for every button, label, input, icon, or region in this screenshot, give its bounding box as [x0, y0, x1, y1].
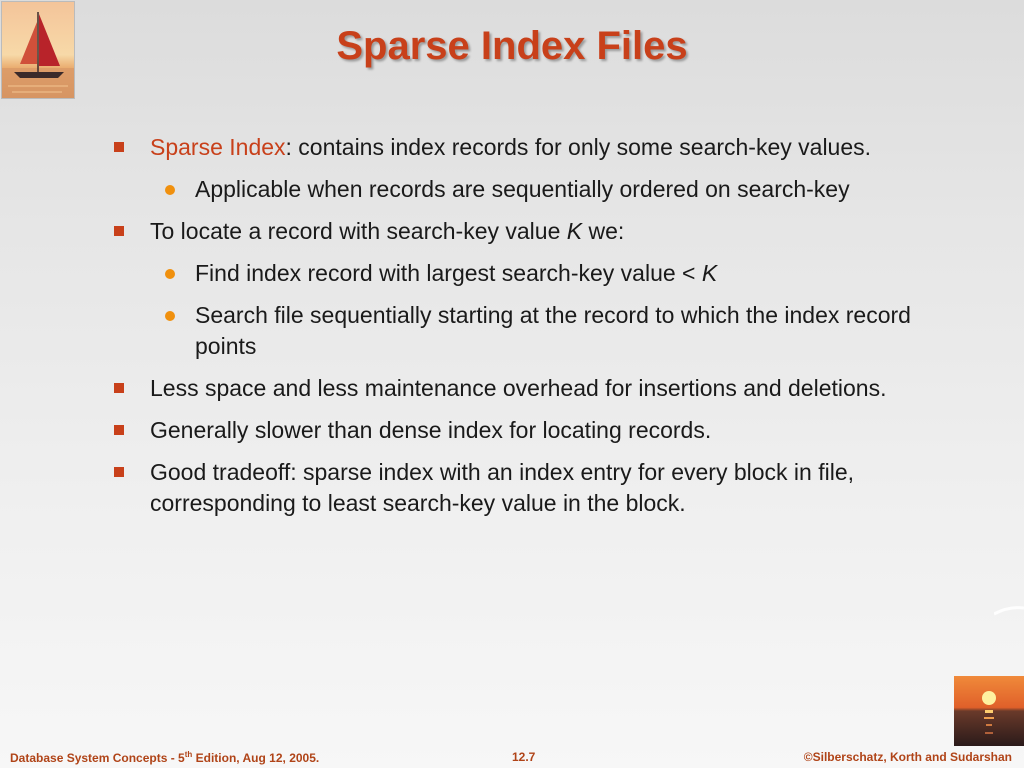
square-bullet-icon [114, 383, 124, 393]
footer-superscript: th [184, 750, 193, 759]
bullet-text: To locate a record with search-key value [150, 218, 567, 244]
footer-left-text-end: Edition, Aug 12, 2005. [192, 751, 320, 765]
bullet-less-space [108, 373, 948, 404]
page-number: 12.7 [512, 750, 536, 764]
bullet-text: Generally slower than dense index for locating records. [150, 417, 712, 443]
bullet-search-sequentially [108, 300, 948, 362]
bullet-text: Applicable when records are sequentially ordered on search-key [195, 176, 850, 202]
slide-title: Sparse Index Files [336, 24, 688, 68]
bullet-list [108, 132, 948, 530]
round-bullet-icon [165, 185, 175, 195]
bullet-sparse-index [108, 132, 948, 163]
bullet-generally-slower [108, 415, 948, 446]
bullet-text: Search file sequentially starting at the record to which the index record points [195, 302, 911, 359]
square-bullet-icon [114, 142, 124, 152]
variable-k: K [701, 260, 718, 286]
bullet-text: we: [582, 218, 625, 244]
variable-k: K [566, 218, 583, 244]
bullet-applicable [108, 174, 948, 205]
square-bullet-icon [114, 467, 124, 477]
footer [0, 746, 1024, 768]
bullet-good-tradeoff [108, 457, 948, 519]
square-bullet-icon [114, 226, 124, 236]
footer-copyright: ©Silberschatz, Korth and Sudarshan [803, 750, 1012, 764]
round-bullet-icon [165, 269, 175, 279]
bullet-find-index [108, 258, 948, 289]
bullet-text: Good tradeoff: sparse index with an index entry for every block in file, corresponding to least search-key value in the block. [150, 459, 855, 516]
footer-book-info [10, 750, 319, 765]
bullet-text: Find index record with largest search-key value < [195, 260, 702, 286]
swoosh-decoration-icon [994, 604, 1024, 620]
bullet-text: : contains index records for only some search-key values. [285, 134, 872, 160]
bullet-locate-record [108, 216, 948, 247]
bullet-text: Less space and less maintenance overhead for insertions and deletions. [150, 375, 887, 401]
ocean-sunset-logo-icon [954, 676, 1024, 746]
round-bullet-icon [165, 311, 175, 321]
footer-left-text: Database System Concepts - 5 [10, 751, 185, 765]
square-bullet-icon [114, 425, 124, 435]
sparse-index-term: Sparse Index [150, 134, 286, 160]
